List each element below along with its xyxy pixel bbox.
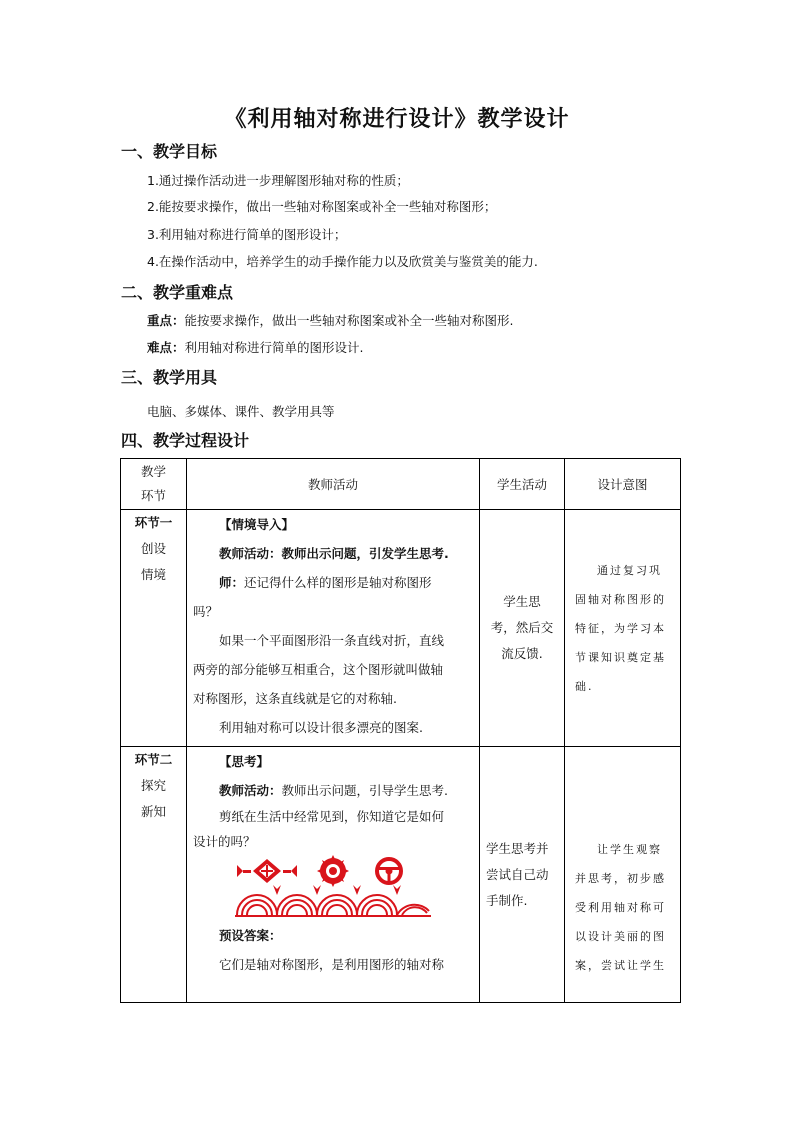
objective-2: 2.能按要求操作，做出一些轴对称图案或补全一些轴对称图形； [147,199,497,214]
header-teacher: 教师活动 [187,459,480,510]
teacher-activity-label-2: 教师活动： [219,783,282,798]
teacher-activity-cell-2 [187,747,480,1003]
definition-line-2: 两旁的部分能够互相重合，这个图形就叫做轴 [193,662,444,677]
header-segment [121,459,187,510]
intent-1-line1: 通过复习巩 [597,563,662,577]
header-segment-line1: 教学 [140,464,166,479]
difficult-point-line [147,338,364,356]
segment-1-line3: 情境 [140,567,166,582]
tools-text: 电脑、多媒体、课件、教学用具等 [147,404,335,419]
segment-cell-1 [121,510,187,747]
section-heading-objectives: 一、教学目标 [121,142,218,161]
student-2-line2: 尝试自己动 [486,866,549,882]
document-title: 《利用轴对称进行设计》教学设计 [224,106,570,132]
student-1-line3: 流反馈. [501,646,543,661]
situation-tag: 【情境导入】 [219,517,295,532]
papercut-question-2: 设计的吗？ [193,834,256,849]
student-2-line1: 学生思考并 [486,840,549,856]
student-1-line1: 学生思 [503,594,541,609]
segment-2-line2: 探究 [140,778,166,793]
difficult-point-text: 利用轴对称进行简单的图形设计. [184,340,364,355]
table-row-segment-1 [121,510,681,747]
teacher-label: 师： [219,575,245,590]
teacher-question-2: 吗？ [193,604,219,619]
chinese-knot-papercut [237,859,297,883]
key-point-line [147,311,514,329]
objective-3: 3.利用轴对称进行简单的图形设计； [147,227,347,242]
segment-cell-2 [121,747,187,1003]
intent-2-line2: 并思考，初步感 [575,872,666,885]
preset-answer-line-1: 它们是轴对称图形，是利用图形的轴对称 [219,957,445,972]
header-intent: 设计意图 [565,459,681,510]
papercut-question-1: 剪纸在生活中经常见到，你知道它是如何 [219,809,445,824]
segment-1-line2: 创设 [140,541,166,556]
intent-2-line4: 以设计美丽的图 [575,930,666,943]
process-table [120,458,681,1003]
teacher-question-text: 还记得什么样的图形是轴对称图形 [244,575,432,590]
intent-2-line5: 案，尝试让学生 [575,959,666,972]
paper-cut-images [233,855,433,921]
wheel-papercut [377,859,401,883]
wave-border-sprigs [273,885,401,895]
segment-1-name: 环节一 [134,515,173,530]
teacher-activity-label-1: 教师活动：教师出示问题，引发学生思考. [219,546,449,561]
teacher-activity-text-2: 教师出示问题，引导学生思考. [281,783,448,798]
intent-cell-2 [565,747,681,1003]
student-activity-cell-1 [480,510,565,747]
difficult-point-label: 难点： [147,340,185,355]
objective-4: 4.在操作活动中，培养学生的动手操作能力以及欣赏美与鉴赏美的能力. [147,254,538,269]
think-tag: 【思考】 [219,754,270,769]
table-header-row [121,459,681,510]
intent-2-line1: 让学生观察 [597,843,662,856]
table-row-segment-2 [121,747,681,1003]
definition-line-3: 对称图形，这条直线就是它的对称轴. [193,691,397,706]
key-point-label: 重点： [147,313,185,328]
student-2-line3: 手制作. [486,892,528,908]
section-heading-key-points: 二、教学重难点 [121,283,234,302]
flower-papercut [317,855,349,887]
header-segment-line2: 环节 [140,488,166,503]
key-point-text: 能按要求操作，做出一些轴对称图案或补全一些轴对称图形. [184,313,514,328]
section-heading-process: 四、教学过程设计 [121,431,250,450]
wave-border-papercut [235,895,431,916]
header-student: 学生活动 [480,459,565,510]
intent-1-line5: 础. [575,679,594,693]
teacher-activity-cell-1 [187,510,480,747]
definition-line-4: 利用轴对称可以设计很多漂亮的图案. [219,720,423,735]
student-activity-cell-2 [480,747,565,1003]
intent-1-line2: 固轴对称图形的 [575,592,666,606]
section-heading-tools: 三、教学用具 [121,368,218,387]
segment-2-line3: 新知 [140,804,166,819]
definition-line-1: 如果一个平面图形沿一条直线对折，直线 [219,633,445,648]
intent-1-line3: 特征，为学习本 [575,621,666,635]
intent-cell-1 [565,510,681,747]
intent-1-line4: 节课知识奠定基 [575,650,666,664]
segment-2-name: 环节二 [134,752,173,767]
intent-2-line3: 受利用轴对称可 [575,901,666,914]
teacher-question-1 [193,568,473,597]
teacher-activity-2 [193,776,473,805]
objective-1: 1.通过操作活动进一步理解图形轴对称的性质； [147,173,409,188]
student-1-line2: 考，然后交 [490,620,554,635]
preset-answer-label: 预设答案： [219,928,282,943]
